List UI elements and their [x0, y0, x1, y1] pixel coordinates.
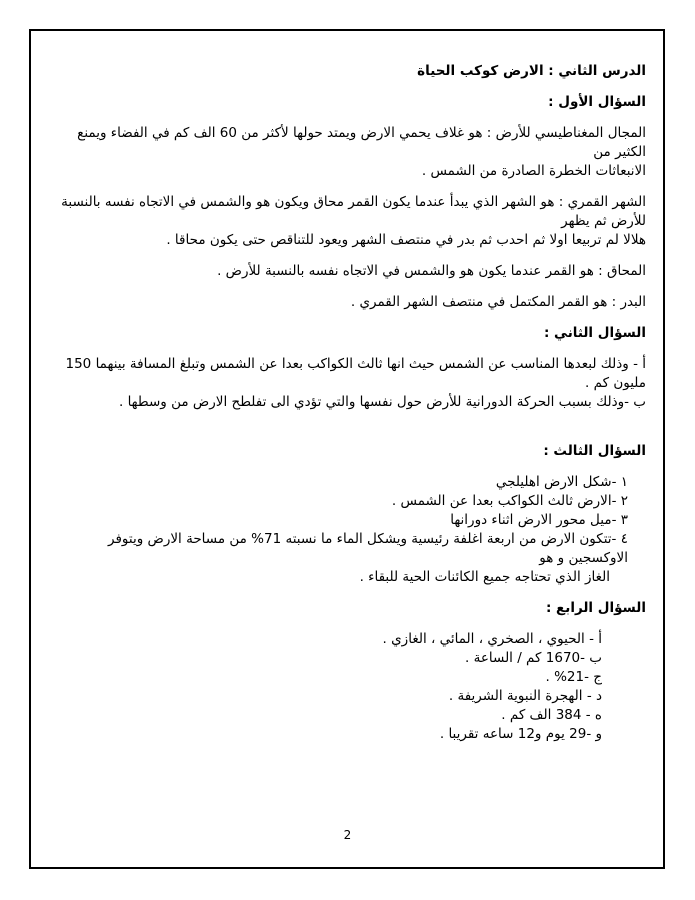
q4-heading: السؤال الرابع : — [545, 600, 646, 616]
list-item: و -29 يوم و12 ساعه تقريبا . — [439, 726, 602, 742]
q2-heading: السؤال الثاني : — [543, 325, 646, 341]
document-body — [50, 62, 646, 744]
list-item: ٢ -الارض ثالث الكواكب بعدا عن الشمس . — [391, 493, 628, 509]
q1-paragraph-lunar-month — [50, 193, 646, 250]
list-item: ٣ -ميل محور الارض اثناء دورانها — [450, 512, 628, 528]
q1-heading: السؤال الأول : — [548, 94, 646, 110]
list-item: ١ -شكل الارض اهليلجي — [495, 474, 628, 490]
lesson-title: الدرس الثاني : الارض كوكب الحياة — [417, 63, 646, 79]
q1-paragraph-magnetic-field — [50, 124, 646, 181]
q1-p1-line1: المجال المغناطيسي للأرض : هو غلاف يحمي الارض ويمتد حولها لأكثر من 60 الف كم في الفضاء ويمنع الكثير من — [77, 125, 646, 160]
list-item: ٤ -تتكون الارض من اربعة اغلفة رئيسية ويشكل الماء ما نسبته 71% من مساحة الارض ويتوفر الاوكسجين و هو — [108, 531, 628, 566]
q1-paragraph-full-moon: البدر : هو القمر المكتمل في منتصف الشهر القمري . — [350, 294, 646, 310]
page-number: 2 — [343, 828, 352, 842]
list-item: ه - 384 الف كم . — [501, 707, 602, 723]
list-item: د - الهجرة النبوية الشريفة . — [448, 688, 602, 704]
q1-paragraph-new-moon: المحاق : هو القمر عندما يكون هو والشمس في الاتجاه نفسه بالنسبة للأرض . — [217, 263, 646, 279]
list-item: ب -1670 كم / الساعة . — [465, 650, 602, 666]
list-item-continuation: الغاز الذي تحتاجه جميع الكائنات الحية للبقاء . — [359, 569, 610, 585]
q1-p2-line1: الشهر القمري : هو الشهر الذي يبدأ عندما يكون القمر محاق ويكون هو والشمس في الاتجاه نفسه بالنسبة للأرض ثم يظهر — [61, 194, 646, 229]
list-item: ج -21% . — [545, 669, 602, 685]
q4-list — [50, 630, 646, 744]
q1-p2-line2: هلالا لم تربيعا اولا ثم احدب ثم بدر في منتصف الشهر ويعود للتناقص حتى يكون محاقا . — [166, 232, 646, 248]
q1-p1-line2: الانبعاثات الخطرة الصادرة من الشمس . — [421, 163, 646, 179]
q2-answer-b: ب -وذلك بسبب الحركة الدورانية للأرض حول نفسها والتي تؤدي الى تفلطح الارض من وسطها . — [118, 394, 646, 410]
list-item: أ - الحيوي ، الصخري ، المائي ، الغازي . — [382, 631, 602, 647]
q2-answer-a: أ - وذلك لبعدها المناسب عن الشمس حيث انها ثالث الكواكب بعدا عن الشمس وتبلغ المسافة بينهما 150 مليون كم . — [65, 356, 646, 391]
q3-list — [50, 473, 646, 587]
q3-heading: السؤال الثالث : — [543, 443, 646, 459]
